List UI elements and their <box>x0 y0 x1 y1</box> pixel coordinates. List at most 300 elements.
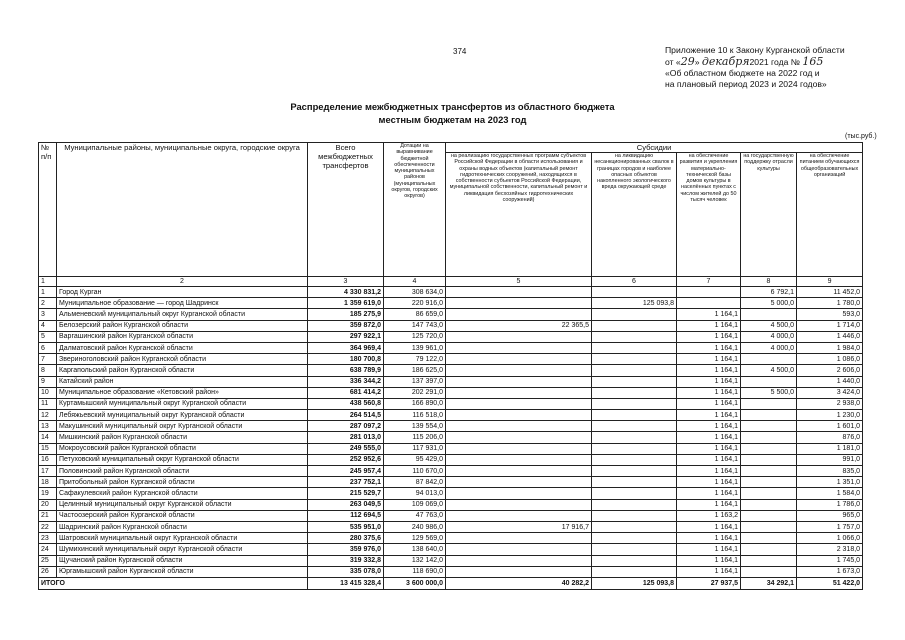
row-number: 18 <box>39 477 57 488</box>
row-sub-landfills <box>592 555 677 566</box>
row-total: 297 922,1 <box>308 331 384 342</box>
row-sub-nutrition: 1 714,0 <box>797 320 863 331</box>
row-sub-culture-support <box>741 454 797 465</box>
row-name: Шатровский муниципальный округ Курганской области <box>57 533 308 544</box>
table-row <box>39 320 863 331</box>
row-sub-culture-houses: 1 164,1 <box>677 387 741 398</box>
row-sub-landfills <box>592 499 677 510</box>
row-sub-landfills <box>592 466 677 477</box>
row-number: 7 <box>39 354 57 365</box>
row-sub-culture-support <box>741 443 797 454</box>
row-name: Юргамышский район Курганской области <box>57 566 308 577</box>
row-sub-water <box>446 398 592 409</box>
row-sub-nutrition: 1 351,0 <box>797 477 863 488</box>
row-name: Звериноголовский район Курганской области <box>57 354 308 365</box>
total-sub-culture-houses: 27 937,5 <box>677 577 741 589</box>
row-dotacii: 137 397,0 <box>384 376 446 387</box>
row-sub-nutrition: 1 181,0 <box>797 443 863 454</box>
row-dotacii: 87 842,0 <box>384 477 446 488</box>
row-dotacii: 139 961,0 <box>384 342 446 353</box>
col-num: 6 <box>592 277 677 287</box>
row-sub-water <box>446 387 592 398</box>
row-sub-landfills <box>592 287 677 298</box>
row-name: Мокроусовский район Курганской области <box>57 443 308 454</box>
row-sub-nutrition: 965,0 <box>797 510 863 521</box>
row-dotacii: 118 690,0 <box>384 566 446 577</box>
row-sub-nutrition: 1 584,0 <box>797 488 863 499</box>
row-sub-water <box>446 432 592 443</box>
appendix-date-prefix: от « <box>665 57 681 67</box>
row-sub-landfills <box>592 510 677 521</box>
row-dotacii: 115 206,0 <box>384 432 446 443</box>
row-dotacii: 240 986,0 <box>384 521 446 532</box>
row-sub-landfills <box>592 320 677 331</box>
row-sub-culture-support <box>741 521 797 532</box>
row-dotacii: 186 625,0 <box>384 365 446 376</box>
col-num: 7 <box>677 277 741 287</box>
row-number: 26 <box>39 566 57 577</box>
row-sub-culture-houses <box>677 298 741 309</box>
row-total: 263 049,5 <box>308 499 384 510</box>
row-sub-landfills <box>592 566 677 577</box>
row-name: Каргапольский район Курганской области <box>57 365 308 376</box>
row-number: 20 <box>39 499 57 510</box>
row-name: Целинный муниципальный округ Курганской области <box>57 499 308 510</box>
row-sub-landfills <box>592 477 677 488</box>
row-sub-landfills <box>592 544 677 555</box>
row-total: 264 514,5 <box>308 410 384 421</box>
row-sub-culture-support <box>741 477 797 488</box>
row-sub-culture-support <box>741 566 797 577</box>
column-numbers-row <box>39 277 863 287</box>
row-total: 359 872,0 <box>308 320 384 331</box>
row-number: 5 <box>39 331 57 342</box>
row-sub-water <box>446 331 592 342</box>
header-sub-landfills: на ликвидацию несанкционированных свалок в границах городов и наиболее опасных объектов накопленного экологического вреда окружающей среде <box>592 153 677 277</box>
row-sub-landfills <box>592 376 677 387</box>
table-row <box>39 499 863 510</box>
row-sub-culture-support <box>741 555 797 566</box>
row-name: Шумихинский муниципальный округ Курганской области <box>57 544 308 555</box>
row-dotacii: 116 518,0 <box>384 410 446 421</box>
row-name: Петуховский муниципальный округ Курганской области <box>57 454 308 465</box>
row-sub-culture-support: 5 500,0 <box>741 387 797 398</box>
row-sub-nutrition: 2 318,0 <box>797 544 863 555</box>
appendix-line-1: Приложение 10 к Закону Курганской области <box>665 45 845 55</box>
row-sub-culture-houses: 1 164,1 <box>677 421 741 432</box>
row-sub-landfills <box>592 365 677 376</box>
row-sub-water <box>446 488 592 499</box>
row-sub-culture-support <box>741 533 797 544</box>
row-name: Катайский район <box>57 376 308 387</box>
table-row <box>39 477 863 488</box>
row-sub-nutrition: 1 984,0 <box>797 342 863 353</box>
row-sub-culture-support <box>741 410 797 421</box>
row-sub-culture-support <box>741 309 797 320</box>
table-row <box>39 466 863 477</box>
row-sub-landfills: 125 093,8 <box>592 298 677 309</box>
row-name: Макушинский муниципальный округ Курганской области <box>57 421 308 432</box>
row-name: Белозерский район Курганской области <box>57 320 308 331</box>
row-dotacii: 86 659,0 <box>384 309 446 320</box>
row-sub-nutrition: 2 606,0 <box>797 365 863 376</box>
row-number: 11 <box>39 398 57 409</box>
row-sub-water <box>446 410 592 421</box>
header-no: № п/п <box>39 143 57 277</box>
row-number: 12 <box>39 410 57 421</box>
handwritten-day: 29 <box>680 55 695 68</box>
row-number: 15 <box>39 443 57 454</box>
row-dotacii: 308 634,0 <box>384 287 446 298</box>
row-sub-water <box>446 376 592 387</box>
row-sub-landfills <box>592 421 677 432</box>
row-sub-water <box>446 342 592 353</box>
row-number: 17 <box>39 466 57 477</box>
row-sub-culture-support: 6 792,1 <box>741 287 797 298</box>
row-sub-nutrition: 1 086,0 <box>797 354 863 365</box>
row-sub-water <box>446 365 592 376</box>
row-sub-culture-support <box>741 499 797 510</box>
row-sub-water <box>446 354 592 365</box>
table-row <box>39 454 863 465</box>
row-sub-culture-support <box>741 354 797 365</box>
row-name: Шадринский район Курганской области <box>57 521 308 532</box>
row-name: Притобольный район Курганской области <box>57 477 308 488</box>
table-row <box>39 287 863 298</box>
row-sub-culture-support <box>741 398 797 409</box>
row-dotacii: 95 429,0 <box>384 454 446 465</box>
row-number: 6 <box>39 342 57 353</box>
header-total: Всего межбюджетных трансфертов <box>308 143 384 277</box>
table-row <box>39 432 863 443</box>
row-sub-nutrition: 1 230,0 <box>797 410 863 421</box>
row-name: Мишкинский район Курганской области <box>57 432 308 443</box>
row-total: 1 359 619,0 <box>308 298 384 309</box>
total-label: ИТОГО <box>39 577 308 589</box>
row-sub-water: 22 365,5 <box>446 320 592 331</box>
row-sub-nutrition: 1 601,0 <box>797 421 863 432</box>
row-total: 319 332,8 <box>308 555 384 566</box>
appendix-line-2 <box>665 56 900 68</box>
row-total: 185 275,9 <box>308 309 384 320</box>
row-number: 23 <box>39 533 57 544</box>
row-number: 21 <box>39 510 57 521</box>
row-total: 287 097,2 <box>308 421 384 432</box>
row-sub-nutrition: 1 780,0 <box>797 298 863 309</box>
handwritten-month: декабря <box>701 55 750 68</box>
row-dotacii: 109 069,0 <box>384 499 446 510</box>
row-sub-culture-support <box>741 544 797 555</box>
row-name: Далматовский район Курганской области <box>57 342 308 353</box>
row-sub-culture-support: 4 000,0 <box>741 331 797 342</box>
col-num: 2 <box>57 277 308 287</box>
col-num: 9 <box>797 277 863 287</box>
row-sub-culture-houses: 1 164,1 <box>677 320 741 331</box>
row-sub-landfills <box>592 398 677 409</box>
header-subsidies: Субсидии <box>446 143 863 153</box>
row-sub-culture-houses: 1 164,1 <box>677 376 741 387</box>
header-dotacii: Дотации на выравнивание бюджетной обеспеченности муниципальных районов (муниципальных округов, городских округов) <box>384 143 446 277</box>
header-sub-water: на реализацию государственных программ субъектов Российской Федерации в области использования и охраны водных объектов (капитальный ремонт гидротехнических сооружений, находящихся в собственности субъектов Российской Федерации, муниципальной собственности, капитальный ремонт и ликвидация бесхозяйных гидротехнических сооружений) <box>446 153 592 277</box>
row-sub-nutrition: 991,0 <box>797 454 863 465</box>
appendix-header <box>665 45 900 90</box>
row-sub-landfills <box>592 443 677 454</box>
row-dotacii: 139 554,0 <box>384 421 446 432</box>
row-sub-culture-houses: 1 164,1 <box>677 521 741 532</box>
appendix-year: 2021 года № <box>749 57 800 67</box>
row-sub-water <box>446 477 592 488</box>
total-sub-landfills: 125 093,8 <box>592 577 677 589</box>
row-sub-water <box>446 544 592 555</box>
row-total: 364 969,4 <box>308 342 384 353</box>
table-row <box>39 510 863 521</box>
row-number: 9 <box>39 376 57 387</box>
table-row <box>39 566 863 577</box>
row-sub-culture-houses: 1 164,1 <box>677 533 741 544</box>
table-body <box>39 287 863 578</box>
total-all: 13 415 328,4 <box>308 577 384 589</box>
table-footer <box>39 577 863 589</box>
table-row <box>39 544 863 555</box>
row-number: 14 <box>39 432 57 443</box>
row-sub-landfills <box>592 533 677 544</box>
row-sub-culture-houses: 1 164,1 <box>677 365 741 376</box>
row-sub-culture-houses: 1 164,1 <box>677 566 741 577</box>
row-sub-culture-houses: 1 164,1 <box>677 398 741 409</box>
row-name: Варгашинский район Курганской области <box>57 331 308 342</box>
row-sub-culture-support <box>741 376 797 387</box>
row-number: 10 <box>39 387 57 398</box>
row-sub-nutrition: 1 757,0 <box>797 521 863 532</box>
table-row <box>39 443 863 454</box>
row-total: 4 330 831,2 <box>308 287 384 298</box>
row-sub-culture-support: 5 000,0 <box>741 298 797 309</box>
row-sub-nutrition: 11 452,0 <box>797 287 863 298</box>
row-dotacii: 166 890,0 <box>384 398 446 409</box>
row-dotacii: 125 720,0 <box>384 331 446 342</box>
transfers-table <box>38 142 863 590</box>
row-sub-culture-support: 4 500,0 <box>741 320 797 331</box>
col-num: 1 <box>39 277 57 287</box>
row-sub-nutrition: 1 786,0 <box>797 499 863 510</box>
header-name: Муниципальные районы, муниципальные округа, городские округа <box>57 143 308 277</box>
table-row <box>39 410 863 421</box>
row-sub-landfills <box>592 410 677 421</box>
row-sub-water <box>446 287 592 298</box>
row-sub-water <box>446 466 592 477</box>
row-sub-nutrition: 1 673,0 <box>797 566 863 577</box>
title-line-1: Распределение межбюджетных трансфертов из областного бюджета <box>290 101 615 112</box>
row-name: Лебяжьевский муниципальный округ Курганской области <box>57 410 308 421</box>
row-sub-nutrition: 1 446,0 <box>797 331 863 342</box>
row-total: 535 951,0 <box>308 521 384 532</box>
row-sub-culture-support: 4 500,0 <box>741 365 797 376</box>
document-title <box>0 100 905 126</box>
row-sub-culture-houses: 1 164,1 <box>677 443 741 454</box>
row-dotacii: 117 931,0 <box>384 443 446 454</box>
row-sub-culture-houses: 1 164,1 <box>677 454 741 465</box>
row-sub-culture-houses: 1 164,1 <box>677 555 741 566</box>
row-number: 19 <box>39 488 57 499</box>
row-name: Частоозерский район Курганской области <box>57 510 308 521</box>
page-number: 374 <box>453 47 467 56</box>
row-number: 8 <box>39 365 57 376</box>
row-sub-water <box>446 510 592 521</box>
total-sub-water: 40 282,2 <box>446 577 592 589</box>
row-sub-water <box>446 533 592 544</box>
row-sub-culture-houses: 1 164,1 <box>677 499 741 510</box>
row-total: 438 560,8 <box>308 398 384 409</box>
row-name: Альменевский муниципальный округ Курганской области <box>57 309 308 320</box>
row-sub-landfills <box>592 387 677 398</box>
handwritten-law-number: 165 <box>802 55 824 68</box>
row-sub-landfills <box>592 521 677 532</box>
table-row <box>39 376 863 387</box>
row-name: Половинский район Курганской области <box>57 466 308 477</box>
row-total: 249 555,0 <box>308 443 384 454</box>
row-sub-water <box>446 309 592 320</box>
table-row <box>39 521 863 532</box>
col-num: 8 <box>741 277 797 287</box>
row-sub-water <box>446 566 592 577</box>
row-number: 24 <box>39 544 57 555</box>
table-row <box>39 387 863 398</box>
row-total: 336 344,2 <box>308 376 384 387</box>
row-sub-landfills <box>592 342 677 353</box>
row-number: 16 <box>39 454 57 465</box>
row-sub-landfills <box>592 309 677 320</box>
table-row <box>39 421 863 432</box>
row-total: 237 752,1 <box>308 477 384 488</box>
row-total: 359 976,0 <box>308 544 384 555</box>
row-total: 280 375,6 <box>308 533 384 544</box>
row-name: Муниципальное образование «Кетовский район» <box>57 387 308 398</box>
row-sub-landfills <box>592 488 677 499</box>
row-sub-nutrition: 593,0 <box>797 309 863 320</box>
row-sub-water: 17 916,7 <box>446 521 592 532</box>
row-total: 681 414,2 <box>308 387 384 398</box>
row-sub-nutrition: 835,0 <box>797 466 863 477</box>
units-label: (тыс.руб.) <box>845 133 877 140</box>
table-row <box>39 354 863 365</box>
row-sub-culture-houses: 1 164,1 <box>677 331 741 342</box>
row-total: 252 952,6 <box>308 454 384 465</box>
row-sub-water <box>446 555 592 566</box>
row-total: 638 789,9 <box>308 365 384 376</box>
header-sub-culture-support: на государственную поддержку отрасли культуры <box>741 153 797 277</box>
row-sub-landfills <box>592 331 677 342</box>
row-sub-culture-support <box>741 510 797 521</box>
title-line-2: местным бюджетам на 2023 год <box>378 114 527 125</box>
row-dotacii: 202 291,0 <box>384 387 446 398</box>
row-sub-culture-houses: 1 164,1 <box>677 488 741 499</box>
row-dotacii: 129 569,0 <box>384 533 446 544</box>
header-sub-culture-houses: на обеспечение развития и укрепления материально-технической базы домов культуры в населённых пунктах с числом жителей до 50 тысяч человек <box>677 153 741 277</box>
table-row <box>39 555 863 566</box>
row-total: 180 700,8 <box>308 354 384 365</box>
row-sub-landfills <box>592 454 677 465</box>
total-dotacii: 3 600 000,0 <box>384 577 446 589</box>
row-sub-landfills <box>592 354 677 365</box>
row-dotacii: 79 122,0 <box>384 354 446 365</box>
table-row <box>39 298 863 309</box>
row-dotacii: 47 763,0 <box>384 510 446 521</box>
row-sub-culture-houses: 1 164,1 <box>677 432 741 443</box>
row-sub-culture-houses: 1 164,1 <box>677 544 741 555</box>
row-sub-nutrition: 2 938,0 <box>797 398 863 409</box>
row-sub-nutrition: 1 066,0 <box>797 533 863 544</box>
row-dotacii: 220 916,0 <box>384 298 446 309</box>
row-sub-culture-houses: 1 164,1 <box>677 410 741 421</box>
row-number: 2 <box>39 298 57 309</box>
row-number: 22 <box>39 521 57 532</box>
row-sub-culture-houses: 1 164,1 <box>677 309 741 320</box>
row-total: 245 957,4 <box>308 466 384 477</box>
row-sub-water <box>446 454 592 465</box>
row-name: Куртамышский муниципальный округ Курганской области <box>57 398 308 409</box>
row-dotacii: 147 743,0 <box>384 320 446 331</box>
col-num: 4 <box>384 277 446 287</box>
row-total: 215 529,7 <box>308 488 384 499</box>
row-sub-landfills <box>592 432 677 443</box>
row-number: 3 <box>39 309 57 320</box>
row-dotacii: 132 142,0 <box>384 555 446 566</box>
total-sub-nutrition: 51 422,0 <box>797 577 863 589</box>
table-row <box>39 533 863 544</box>
appendix-line-3: «Об областном бюджете на 2022 год и <box>665 68 820 78</box>
row-dotacii: 138 640,0 <box>384 544 446 555</box>
row-sub-culture-houses: 1 163,2 <box>677 510 741 521</box>
row-name: Муниципальное образование — город Шадринск <box>57 298 308 309</box>
row-total: 335 078,0 <box>308 566 384 577</box>
table-row <box>39 365 863 376</box>
row-number: 25 <box>39 555 57 566</box>
row-sub-nutrition: 3 424,0 <box>797 387 863 398</box>
row-sub-culture-houses: 1 164,1 <box>677 342 741 353</box>
table-row <box>39 488 863 499</box>
row-total: 112 694,5 <box>308 510 384 521</box>
row-sub-culture-support <box>741 421 797 432</box>
row-number: 13 <box>39 421 57 432</box>
row-sub-water <box>446 298 592 309</box>
row-name: Щучанский район Курганской области <box>57 555 308 566</box>
table-row <box>39 331 863 342</box>
row-name: Город Курган <box>57 287 308 298</box>
col-num: 5 <box>446 277 592 287</box>
table-row <box>39 398 863 409</box>
row-sub-culture-support <box>741 466 797 477</box>
row-sub-nutrition: 876,0 <box>797 432 863 443</box>
row-sub-culture-support <box>741 488 797 499</box>
row-sub-culture-houses: 1 164,1 <box>677 466 741 477</box>
row-sub-water <box>446 421 592 432</box>
appendix-line-4: на плановый период 2023 и 2024 годов» <box>665 79 827 89</box>
row-sub-nutrition: 1 745,0 <box>797 555 863 566</box>
table-row <box>39 309 863 320</box>
row-number: 1 <box>39 287 57 298</box>
row-sub-culture-houses <box>677 287 741 298</box>
row-number: 4 <box>39 320 57 331</box>
row-sub-culture-houses: 1 164,1 <box>677 477 741 488</box>
row-sub-culture-support <box>741 432 797 443</box>
row-sub-water <box>446 443 592 454</box>
row-dotacii: 94 013,0 <box>384 488 446 499</box>
row-sub-culture-support: 4 000,0 <box>741 342 797 353</box>
row-sub-nutrition: 1 440,0 <box>797 376 863 387</box>
header-sub-nutrition: на обеспечение питанием обучающихся общеобразовательных организаций <box>797 153 863 277</box>
table-header <box>39 143 863 287</box>
appendix-date-mid: » <box>694 57 700 67</box>
